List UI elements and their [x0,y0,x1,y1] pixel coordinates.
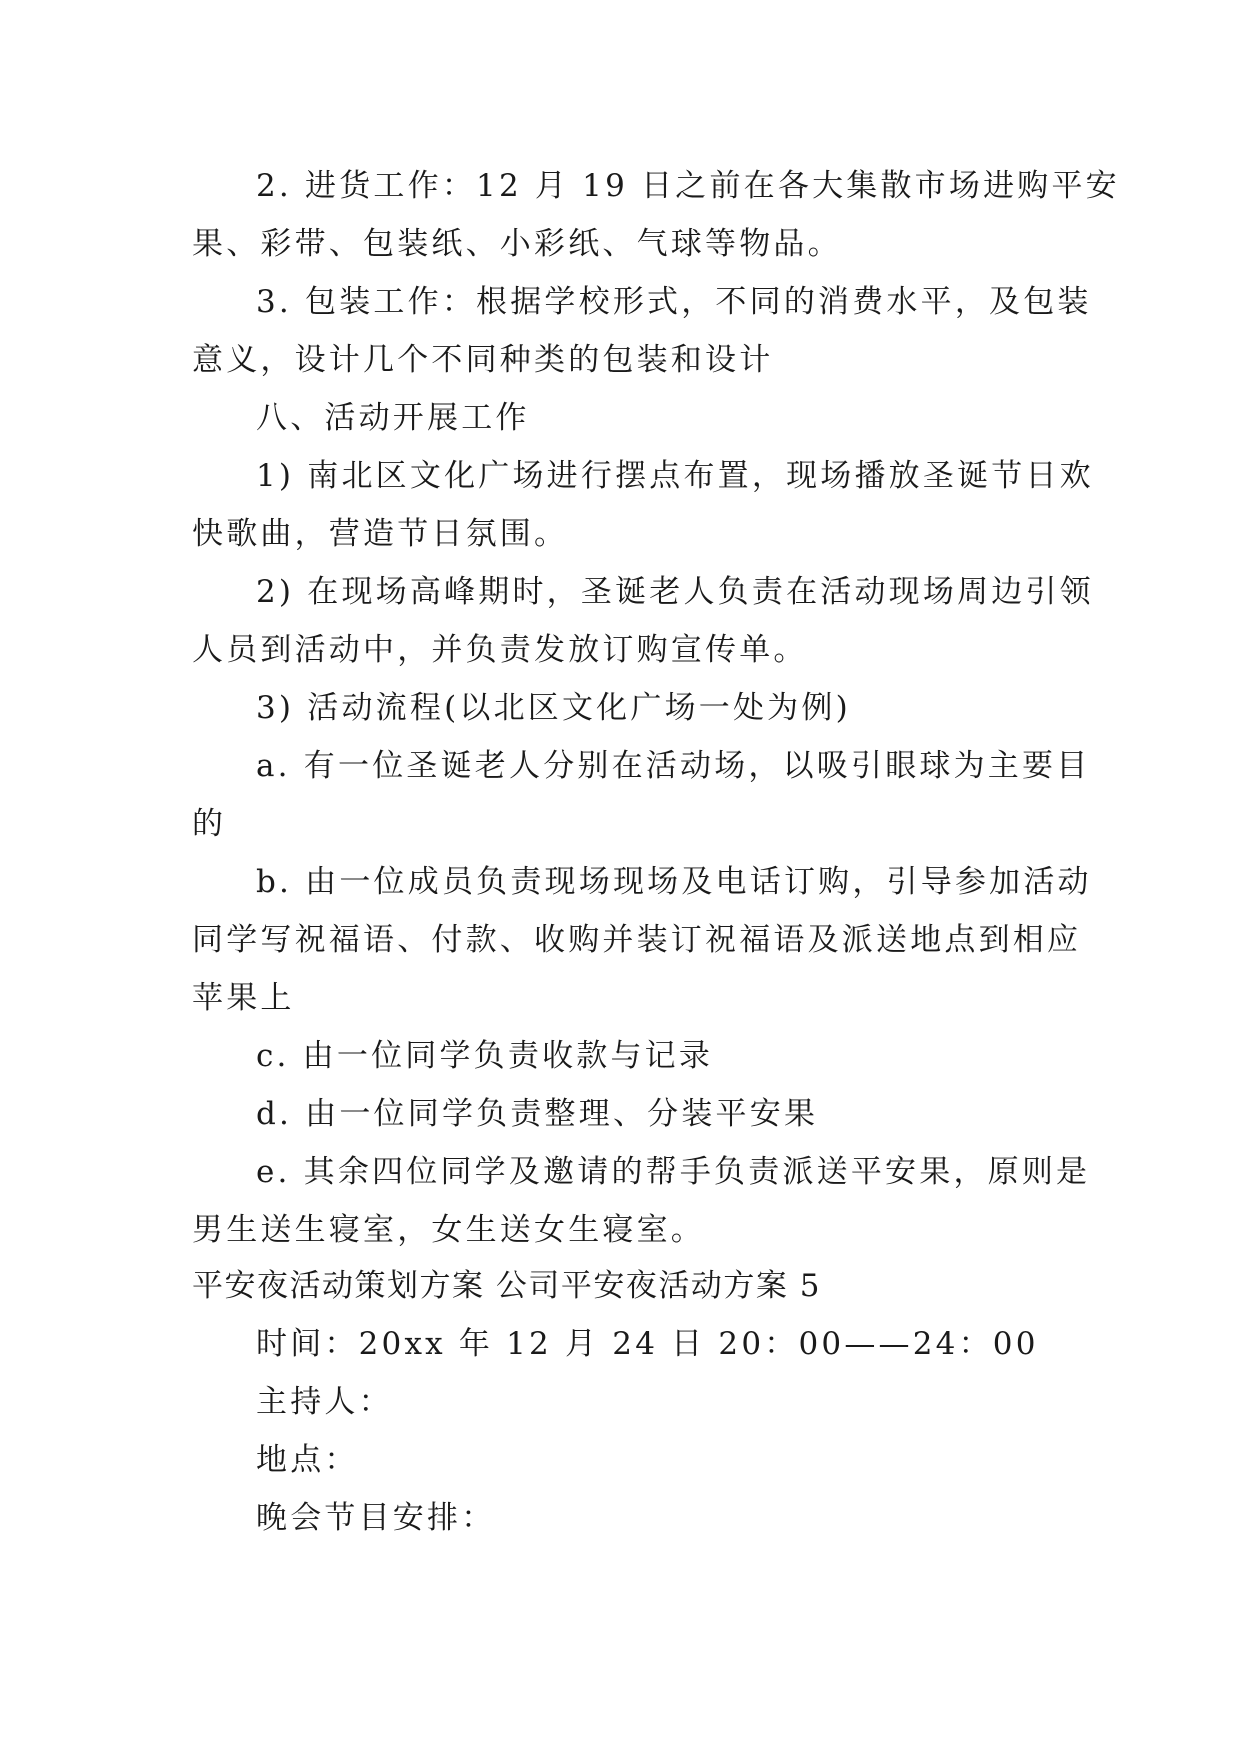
paragraph-line: b. 由一位成员负责现场现场及电话订购，引导参加活动 [256,864,1092,900]
paragraph-line: 苹果上 [192,980,295,1016]
paragraph-line: d. 由一位同学负责整理、分装平安果 [256,1096,819,1132]
paragraph-line: 的 [192,806,227,842]
section-title: 平安夜活动策划方案 公司平安夜活动方案 5 [192,1268,821,1304]
paragraph-line: c. 由一位同学负责收款与记录 [256,1038,714,1074]
paragraph-line: 意义，设计几个不同种类的包装和设计 [192,342,774,378]
paragraph-line: 男生送生寝室，女生送女生寝室。 [192,1212,705,1248]
paragraph-line: e. 其余四位同学及邀请的帮手负责派送平安果，原则是 [256,1154,1091,1190]
paragraph-line: 3) 活动流程(以北区文化广场一处为例) [256,690,851,726]
paragraph-line: 地点： [256,1442,359,1478]
section-heading: 八、活动开展工作 [256,400,530,436]
paragraph-line: 1) 南北区文化广场进行摆点布置，现场播放圣诞节日欢 [256,458,1094,494]
paragraph-line: a. 有一位圣诞老人分别在活动场，以吸引眼球为主要目 [256,748,1091,784]
paragraph-line: 晚会节目安排： [256,1500,496,1536]
paragraph-line: 人员到活动中，并负责发放订购宣传单。 [192,632,808,668]
paragraph-line: 时间：20xx 年 12 月 24 日 20：00——24：00 [256,1326,1039,1362]
paragraph-line: 同学写祝福语、付款、收购并装订祝福语及派送地点到相应 [192,922,1082,958]
paragraph-line: 快歌曲，营造节日氛围。 [192,516,569,552]
paragraph-line: 2) 在现场高峰期时，圣诞老人负责在活动现场周边引领 [256,574,1094,610]
paragraph-line: 主持人： [256,1384,393,1420]
paragraph-line: 2. 进货工作：12 月 19 日之前在各大集散市场进购平安 [256,168,1120,204]
paragraph-line: 3. 包装工作：根据学校形式，不同的消费水平，及包装 [256,284,1092,320]
paragraph-line: 果、彩带、包装纸、小彩纸、气球等物品。 [192,226,842,262]
